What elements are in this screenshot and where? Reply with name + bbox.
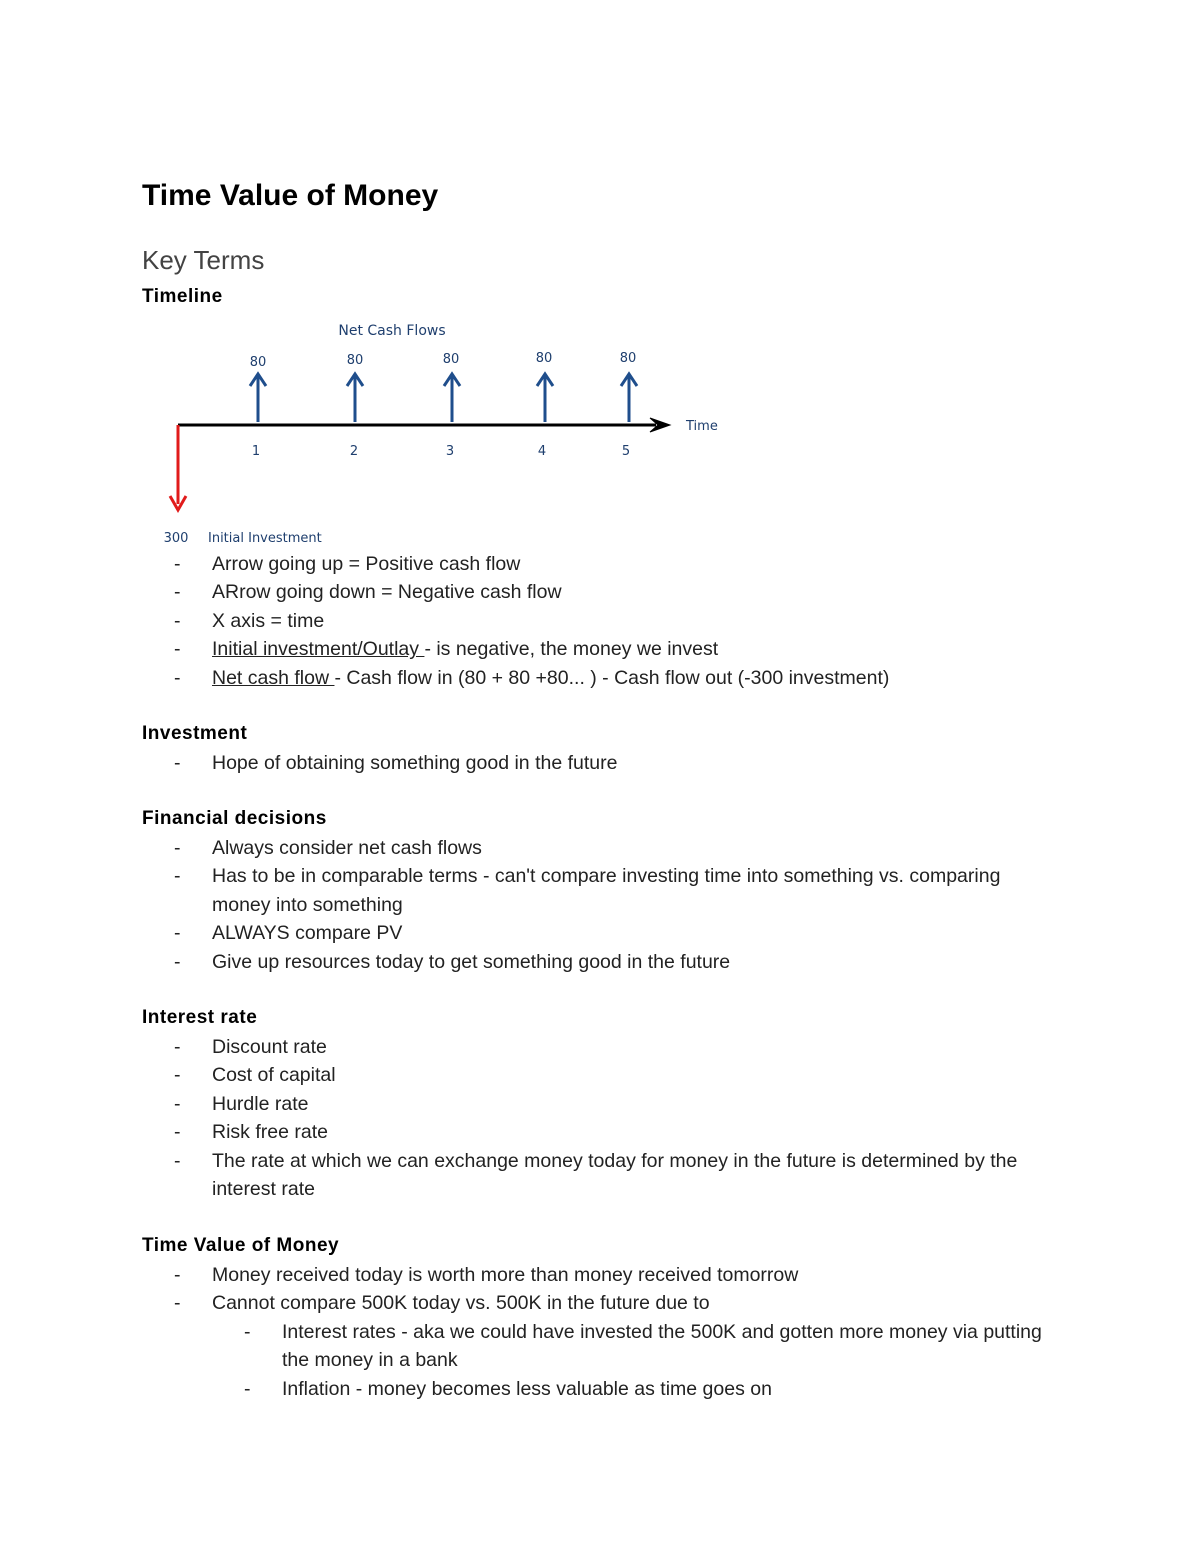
list-item: - The rate at which we can exchange money today for money in the future is determined by the interest rate [174, 1149, 1018, 1201]
financial-bullet-list [142, 834, 1052, 976]
term-net-cash-flow: Net cash flow [212, 666, 335, 689]
period-label-1: 1 [251, 444, 261, 459]
period-label-5: 5 [621, 444, 631, 459]
list-item: - Inflation - money becomes less valuable as time goes on [244, 1377, 772, 1400]
list-item: - Interest rates - aka we could have invested the 500K and gotten more money via putting the money in a bank [244, 1320, 1042, 1372]
section-subtitle: Key Terms [142, 245, 265, 275]
diagram-background [142, 308, 738, 548]
inflow-value-5: 80 [619, 351, 637, 366]
inflow-value-1: 80 [249, 355, 267, 370]
cash-flow-timeline-diagram [142, 308, 738, 548]
heading-timeline: Timeline [142, 286, 223, 307]
list-item: - Net cash flow - Cash flow in (80 + 80 +80... ) - Cash flow out (-300 investment) [174, 666, 890, 689]
period-label-4: 4 [537, 444, 547, 459]
tvm-bullet-list [142, 1261, 1062, 1403]
interest-bullet-list [142, 1033, 1052, 1203]
period-label-3: 3 [445, 444, 455, 459]
list-item: - ALWAYS compare PV [174, 922, 403, 945]
list-item: - Risk free rate [174, 1121, 328, 1144]
outflow-caption: Initial Investment [208, 531, 322, 546]
investment-bullet-list [142, 749, 1052, 777]
list-item: - Initial investment/Outlay - is negative, the money we invest [174, 638, 719, 661]
list-item: - X axis = time [174, 609, 325, 632]
list-item: - Arrow going up = Positive cash flow [174, 553, 521, 575]
inflow-value-3: 80 [442, 352, 460, 367]
list-item: - Cannot compare 500K today vs. 500K in the future due to [174, 1292, 710, 1315]
list-item: - Money received today is worth more than money received tomorrow [174, 1264, 799, 1286]
time-axis-label: Time [686, 419, 718, 434]
inflow-value-2: 80 [346, 353, 364, 368]
list-item: - Give up resources today to get something good in the future [174, 950, 731, 973]
inflow-value-4: 80 [535, 351, 553, 366]
heading-investment: Investment [142, 723, 248, 744]
list-item: - Cost of capital [174, 1064, 336, 1087]
diagram-title: Net Cash Flows [338, 323, 446, 339]
heading-time-value-of-money: Time Value of Money [142, 1235, 340, 1256]
outflow-value-label: 300 [163, 531, 189, 546]
list-item: - ARrow going down = Negative cash flow [174, 581, 562, 604]
timeline-bullet-list [142, 550, 1052, 692]
page-title: Time Value of Money [142, 179, 439, 212]
list-item: - Has to be in comparable terms - can't compare investing time into something vs. comparing money into something [174, 865, 1001, 916]
period-label-2: 2 [349, 444, 359, 459]
list-item: - Hurdle rate [174, 1092, 309, 1115]
list-item: - Hope of obtaining something good in the future [174, 752, 618, 774]
list-item: - Discount rate [174, 1036, 327, 1058]
term-initial-investment: Initial investment/Outlay [212, 638, 425, 661]
heading-interest-rate: Interest rate [142, 1007, 258, 1028]
list-item: - Always consider net cash flows [174, 837, 482, 859]
heading-financial-decisions: Financial decisions [142, 808, 327, 829]
